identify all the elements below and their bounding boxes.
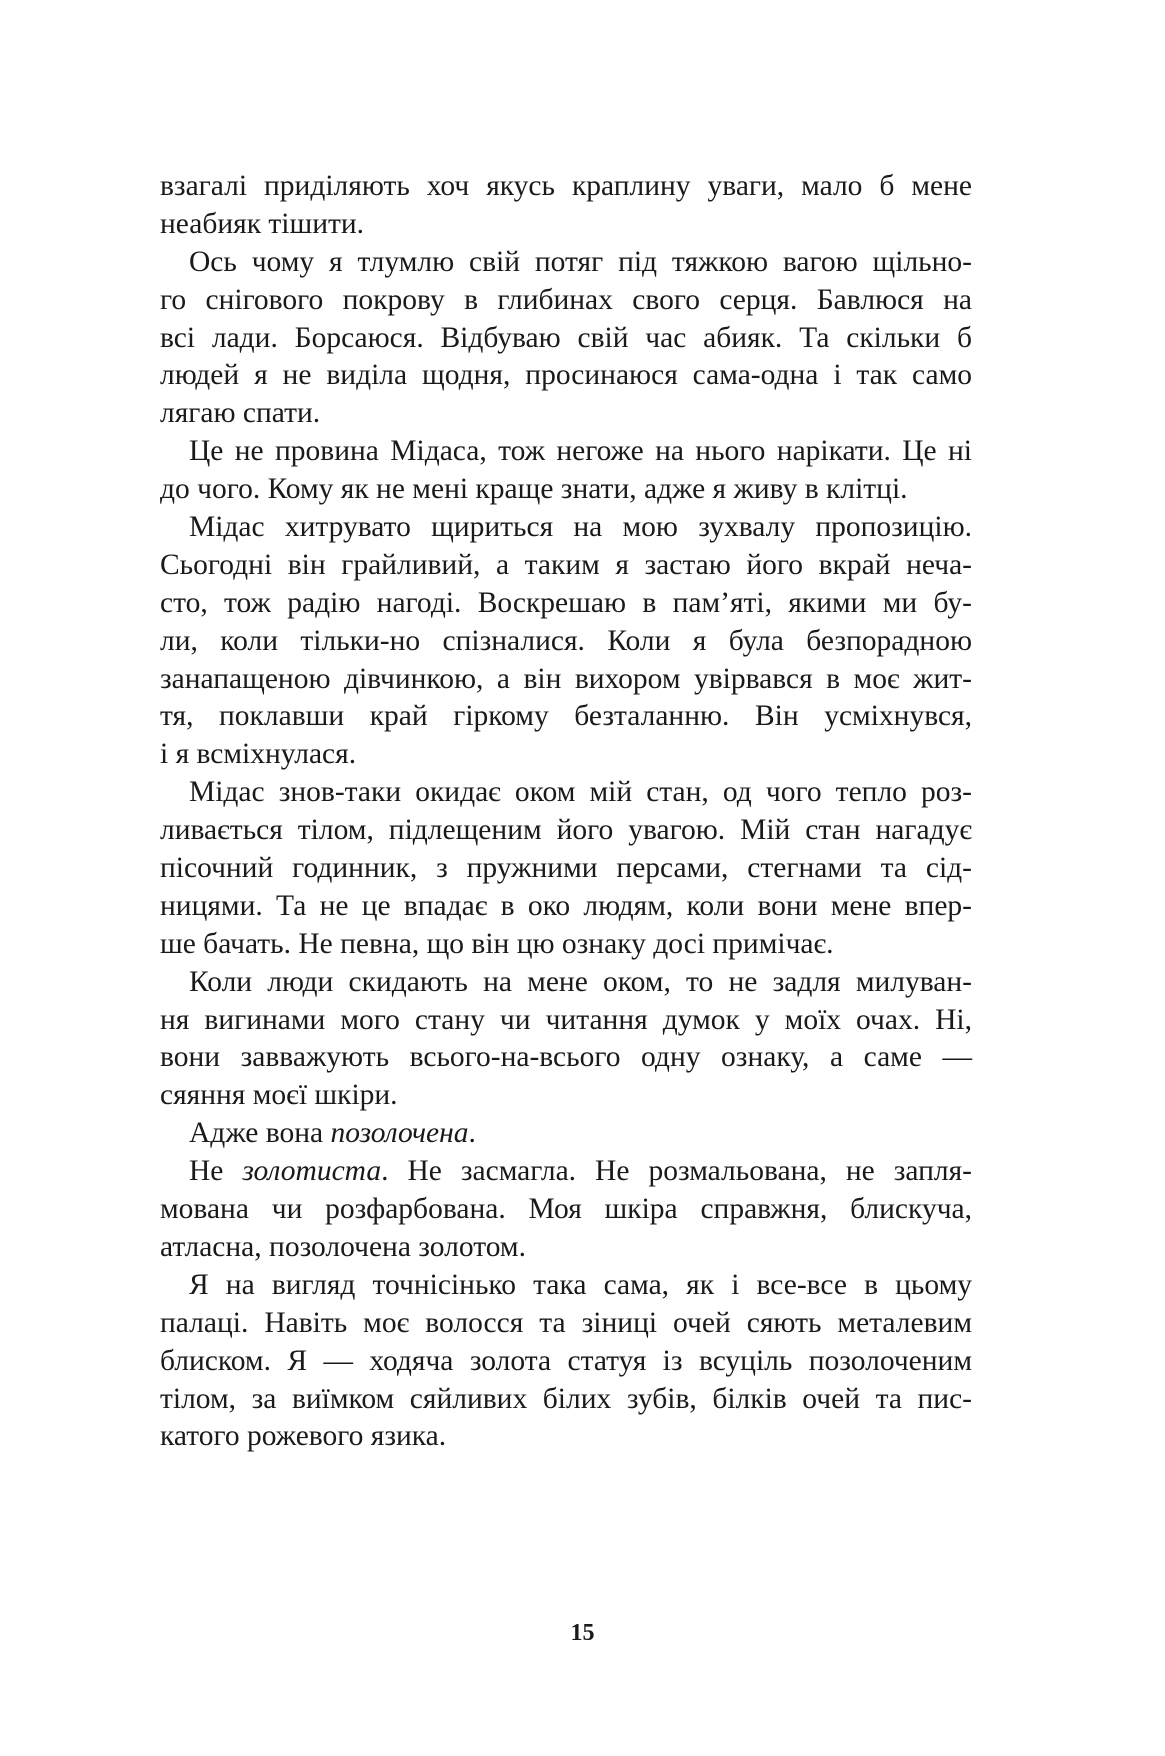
text-line: Мідас знов-таки окидає оком мій стан, од чого тепло роз- (189, 776, 972, 809)
page-number: 15 (570, 1620, 595, 1646)
text-line: неабияк тішити. (160, 207, 365, 240)
text-run: . Не засмагла. Не розмальована, не запля- (381, 1155, 972, 1188)
text-line (160, 1153, 972, 1191)
text-line: сто, тож радію нагоді. Воскрешаю в пам’яті, якими ми бу- (160, 586, 972, 619)
paragraph (160, 964, 972, 1116)
text-line: ня вигинами мого стану чи читання думок у моїх очах. Ні, (160, 1003, 972, 1036)
emphasis-run: золотиста (242, 1155, 382, 1188)
text-line: блиском. Я — ходяча золота статуя із всуціль позолоченим (160, 1344, 972, 1377)
text-line: лягаю спати. (160, 397, 321, 430)
text-line: вони завважують всього-на-всього одну ознаку, а саме — (160, 1041, 972, 1074)
paragraph (160, 1267, 972, 1456)
text-line: взагалі приділяють хоч якусь краплину уваги, мало б мене (160, 170, 972, 202)
text-line: до чого. Кому як не мені краще знати, адже я живу в клітці. (160, 473, 908, 506)
text-line: ли, коли тільки-но спізналися. Коли я була безпорадною (160, 624, 972, 657)
text-line: пісочний годинник, з пружними персами, стегнами та сід- (160, 852, 972, 885)
text-line: ше бачать. Не певна, що він цю ознаку досі примічає. (160, 927, 834, 960)
text-run: Не (189, 1155, 243, 1188)
text-line: ницями. Та не це впадає в око людям, коли вони мене впер- (160, 889, 972, 922)
text-run: Адже вона (189, 1117, 331, 1150)
text-line: палаці. Навіть моє волосся та зіниці очей сяють металевим (160, 1306, 972, 1339)
text-line: Я на вигляд точнісінько така сама, як і все-все в цьому (189, 1268, 972, 1301)
text-line: Мідас хитрувато щириться на мою зухвалу пропозицію. (189, 511, 972, 544)
body-text (160, 168, 972, 1456)
text-line: атласна, позолочена золотом. (160, 1230, 526, 1263)
text-line: всі лади. Борсаюся. Відбуваю свій час абияк. Та скільки б (160, 321, 972, 354)
text-line: Коли люди скидають на мене оком, то не задля милуван- (189, 965, 972, 998)
paragraph (160, 244, 972, 433)
text-run: . (468, 1117, 476, 1150)
text-line: мована чи розфарбована. Моя шкіра справжня, блискуча, (160, 1193, 972, 1226)
text-line: і я всміхнулася. (160, 738, 357, 771)
text-line: Сьогодні він грайливий, а таким я застаю його вкрай неча- (160, 548, 972, 581)
paragraph (160, 433, 972, 509)
text-line: тілом, за виїмком сяйливих білих зубів, білків очей та пис- (160, 1382, 972, 1415)
paragraph (160, 1115, 972, 1153)
text-line: Це не провина Мідаса, тож негоже на нього нарікати. Це ні (189, 435, 972, 468)
text-line: сяяння моєї шкіри. (160, 1079, 398, 1112)
text-line (160, 1115, 972, 1153)
text-line: занапащеною дівчинкою, а він вихором увірвався в моє жит- (160, 662, 972, 695)
paragraph (160, 168, 972, 244)
text-line: го снігового покрову в глибинах свого серця. Бавлюся на (160, 283, 972, 316)
text-line: ливається тілом, підлещеним його увагою. Мій стан нагадує (160, 814, 972, 847)
emphasis-run: позолочена (330, 1117, 469, 1150)
paragraph (160, 509, 972, 774)
paragraph (160, 1153, 972, 1267)
text-line: катого рожевого язика. (160, 1420, 447, 1453)
paragraph (160, 774, 972, 963)
text-line: Ось чому я тлумлю свій потяг під тяжкою вагою щільно- (189, 245, 972, 278)
text-line: людей я не виділа щодня, просинаюся сама-одна і так само (160, 359, 972, 392)
text-line: тя, поклавши край гіркому безталанню. Він усміхнувся, (160, 700, 972, 733)
